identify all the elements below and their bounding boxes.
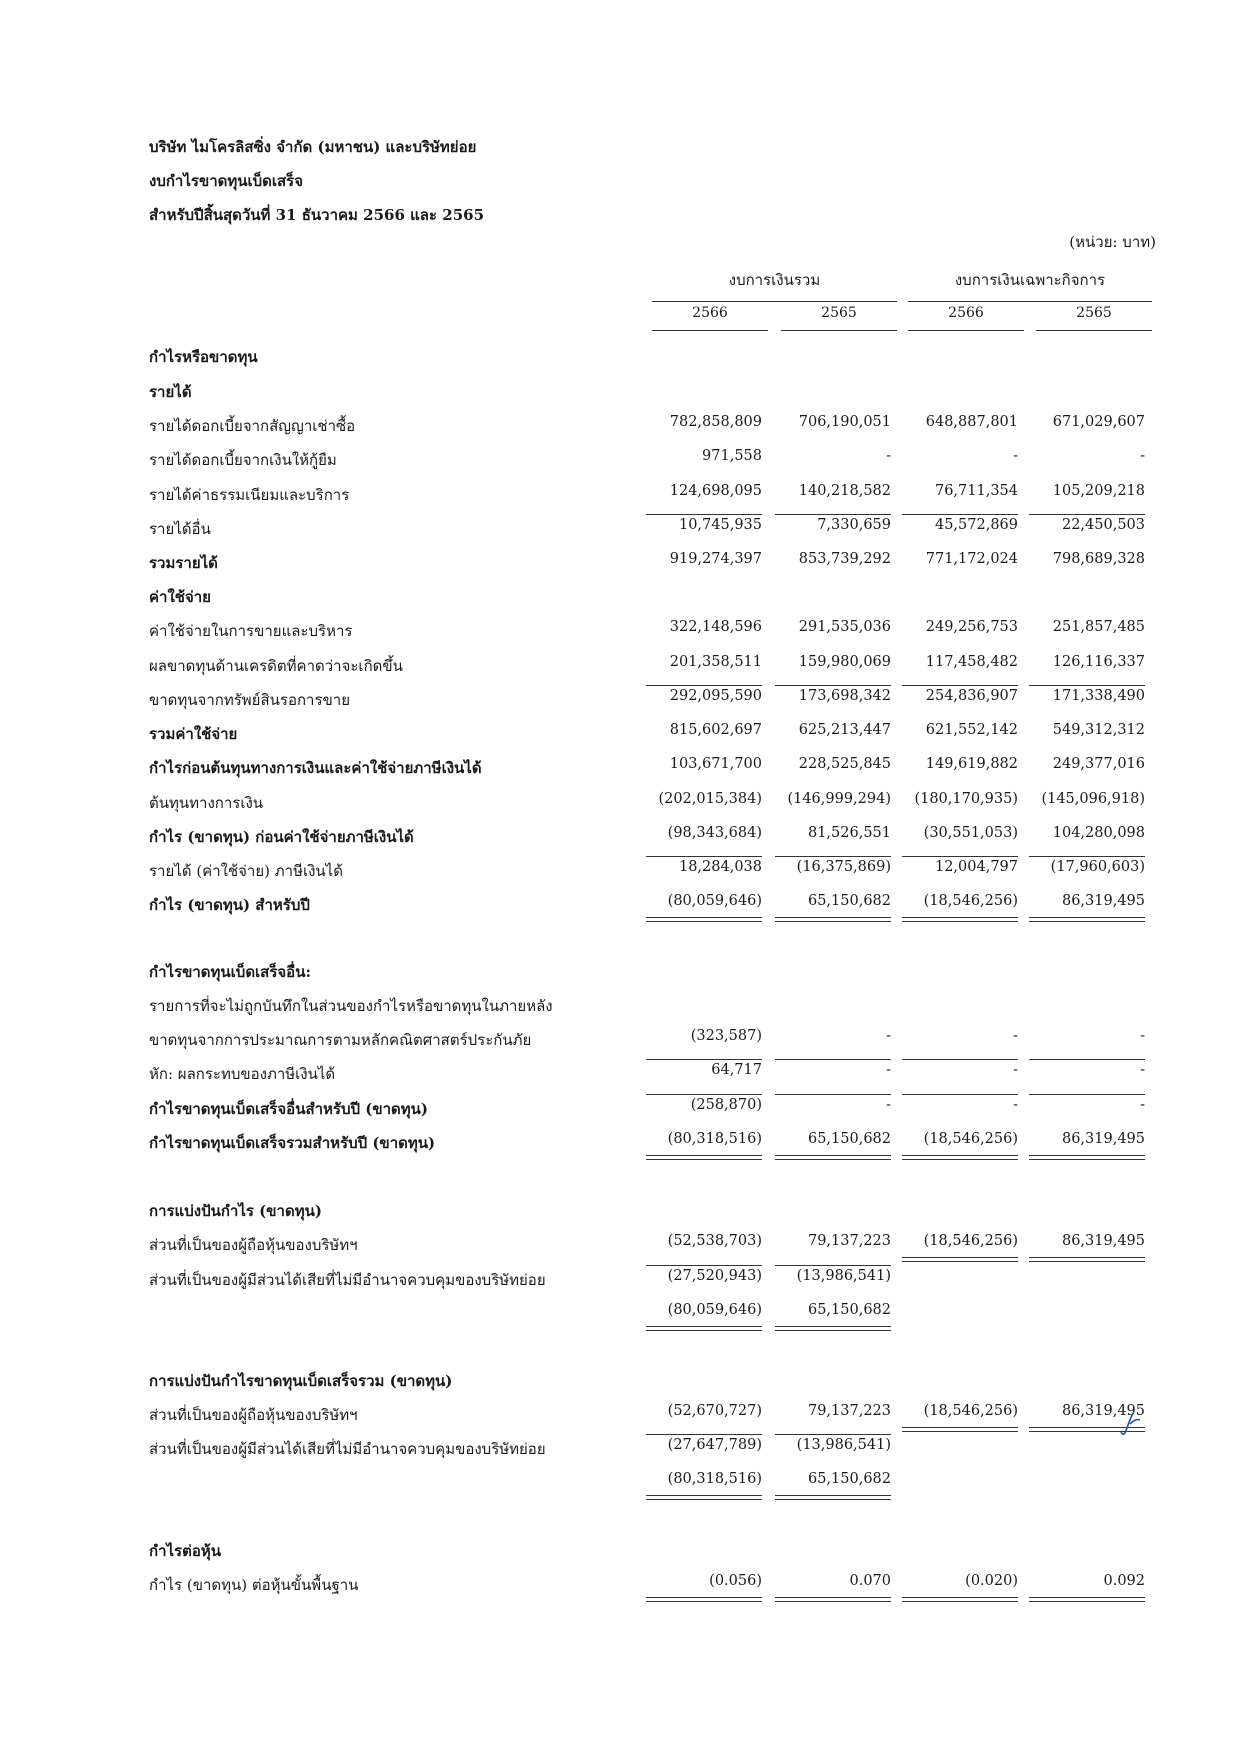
table-row	[0, 1057, 1241, 1087]
row-value: (30,551,053)	[923, 825, 1018, 841]
row-value: 79,137,223	[807, 1233, 891, 1249]
checkmark-icon	[1118, 1408, 1142, 1438]
row-value: (17,960,603)	[1050, 859, 1145, 875]
row-label: รวมค่าใช้จ่าย	[149, 725, 238, 743]
table-row	[0, 409, 1241, 439]
row-value: (0.020)	[965, 1573, 1018, 1589]
row-label: ค่าใช้จ่ายในการขายและบริหาร	[149, 622, 353, 640]
double-underline	[775, 1597, 891, 1602]
row-value: -	[1140, 1062, 1145, 1078]
row-value: 771,172,024	[925, 551, 1018, 567]
subtotal-rule	[1029, 514, 1145, 515]
double-underline	[902, 1597, 1018, 1602]
table-row	[0, 717, 1241, 747]
row-value: -	[1140, 448, 1145, 464]
consolidated-header	[652, 268, 897, 292]
row-value: 971,558	[702, 448, 762, 464]
row-value: (18,546,256)	[923, 893, 1018, 909]
double-underline	[1029, 1257, 1145, 1262]
row-label: รายได้	[149, 383, 192, 401]
row-value: 104,280,098	[1052, 825, 1145, 841]
subtotal-rule	[646, 514, 762, 515]
row-value: 621,552,142	[925, 722, 1018, 738]
row-value: (80,059,646)	[667, 1302, 762, 1318]
statement-title: งบกำไรขาดทุนเบ็ดเสร็จ	[149, 172, 304, 190]
row-value: (27,520,943)	[667, 1268, 762, 1284]
row-value: (13,986,541)	[796, 1268, 891, 1284]
subtotal-rule	[775, 1059, 891, 1060]
double-underline	[646, 1326, 762, 1331]
subtotal-rule	[902, 514, 1018, 515]
row-value: (98,343,684)	[667, 825, 762, 841]
row-value: 171,338,490	[1052, 688, 1145, 704]
row-value: (16,375,869)	[796, 859, 891, 875]
row-value: (18,546,256)	[923, 1403, 1018, 1419]
subtotal-rule	[902, 1094, 1018, 1095]
row-label: ส่วนที่เป็นของผู้ถือหุ้นของบริษัทฯ	[149, 1406, 358, 1424]
table-row	[0, 1092, 1241, 1122]
row-value: 853,739,292	[798, 551, 891, 567]
table-row	[0, 955, 1241, 985]
row-value: (0.056)	[709, 1573, 762, 1589]
row-value: 79,137,223	[807, 1403, 891, 1419]
subtotal-rule	[902, 685, 1018, 686]
table-row	[0, 1297, 1241, 1327]
row-value: 22,450,503	[1061, 517, 1145, 533]
row-value: 86,319,495	[1061, 893, 1145, 909]
row-label: รายได้ดอกเบี้ยจากสัญญาเช่าซื้อ	[149, 417, 356, 435]
row-value: 105,209,218	[1052, 483, 1145, 499]
double-underline	[646, 1597, 762, 1602]
double-underline	[646, 1155, 762, 1160]
double-underline	[902, 917, 1018, 922]
row-label: ต้นทุนทางการเงิน	[149, 794, 264, 812]
table-row	[0, 786, 1241, 816]
row-label: ส่วนที่เป็นของผู้มีส่วนได้เสียที่ไม่มีอำนาจควบคุมของบริษัทย่อย	[149, 1271, 546, 1289]
statement-period: สำหรับปีสิ้นสุดวันที่ 31 ธันวาคม 2566 และ 2565	[149, 206, 485, 224]
row-value: 81,526,551	[807, 825, 891, 841]
row-value: 798,689,328	[1052, 551, 1145, 567]
subtotal-rule	[775, 1265, 891, 1266]
row-value: (145,096,918)	[1041, 791, 1145, 807]
row-label: กำไรขาดทุนเบ็ดเสร็จอื่น:	[149, 963, 311, 981]
double-underline	[775, 917, 891, 922]
row-value: 86,319,495	[1061, 1403, 1145, 1419]
subtotal-rule	[775, 685, 891, 686]
row-value: 117,458,482	[925, 654, 1018, 670]
row-value: 706,190,051	[798, 414, 891, 430]
row-value: 648,887,801	[925, 414, 1018, 430]
row-value: 45,572,869	[934, 517, 1018, 533]
row-label: กำไร (ขาดทุน) ต่อหุ้นขั้นพื้นฐาน	[149, 1576, 359, 1594]
subtotal-rule	[902, 1059, 1018, 1060]
row-value: (80,059,646)	[667, 893, 762, 909]
row-value: 149,619,882	[925, 756, 1018, 772]
row-value: (18,546,256)	[923, 1131, 1018, 1147]
row-label: รายได้อื่น	[149, 520, 211, 538]
table-row	[0, 1126, 1241, 1156]
row-value: 65,150,682	[807, 1471, 891, 1487]
subtotal-rule	[775, 1094, 891, 1095]
row-value: (80,318,516)	[667, 1471, 762, 1487]
row-value: 249,377,016	[1052, 756, 1145, 772]
table-row	[0, 478, 1241, 508]
row-value: -	[1013, 1028, 1018, 1044]
row-label: กำไรหรือขาดทุน	[149, 348, 258, 366]
row-value: 76,711,354	[934, 483, 1018, 499]
table-row	[0, 649, 1241, 679]
table-row	[0, 614, 1241, 644]
year-header	[652, 305, 768, 321]
row-value: 228,525,845	[798, 756, 891, 772]
row-value: 65,150,682	[807, 1302, 891, 1318]
double-underline	[902, 1257, 1018, 1262]
row-label: รายได้ค่าธรรมเนียมและบริการ	[149, 486, 350, 504]
subtotal-rule	[1029, 685, 1145, 686]
row-value: 173,698,342	[798, 688, 891, 704]
subtotal-rule	[1029, 1059, 1145, 1060]
table-row	[0, 1364, 1241, 1394]
table-row	[0, 375, 1241, 405]
row-value: -	[1140, 1097, 1145, 1113]
subtotal-rule	[646, 685, 762, 686]
row-value: 159,980,069	[798, 654, 891, 670]
row-label: รายได้ดอกเบี้ยจากเงินให้กู้ยืม	[149, 451, 337, 469]
row-value: -	[1013, 1097, 1018, 1113]
separate-header-label: งบการเงินเฉพาะกิจการ	[954, 271, 1106, 289]
subtotal-rule	[775, 856, 891, 857]
row-label: กำไร (ขาดทุน) สำหรับปี	[149, 896, 310, 914]
subtotal-rule	[775, 1434, 891, 1435]
table-row	[0, 1534, 1241, 1564]
table-row	[0, 1023, 1241, 1053]
row-value: 322,148,596	[669, 619, 762, 635]
row-label: ผลขาดทุนด้านเครดิตที่คาดว่าจะเกิดขึ้น	[149, 657, 403, 675]
row-value: 86,319,495	[1061, 1233, 1145, 1249]
row-label: หัก: ผลกระทบของภาษีเงินได้	[149, 1065, 336, 1083]
row-label: ค่าใช้จ่าย	[149, 588, 211, 606]
year-label: 2565	[1076, 305, 1112, 321]
double-underline	[646, 917, 762, 922]
subtotal-rule	[646, 1059, 762, 1060]
table-row	[0, 1263, 1241, 1293]
row-value: 291,535,036	[798, 619, 891, 635]
row-label: กำไรต่อหุ้น	[149, 1542, 221, 1560]
row-value: -	[1013, 448, 1018, 464]
table-row	[0, 1568, 1241, 1598]
row-value: -	[886, 448, 891, 464]
row-value: 65,150,682	[807, 1131, 891, 1147]
row-value: (258,870)	[690, 1097, 762, 1113]
row-value: 18,284,038	[678, 859, 762, 875]
year-label: 2566	[948, 305, 984, 321]
year-label: 2565	[821, 305, 857, 321]
row-value: 12,004,797	[934, 859, 1018, 875]
double-underline	[1029, 1597, 1145, 1602]
table-row	[0, 989, 1241, 1019]
double-underline	[775, 1495, 891, 1500]
subtotal-rule	[646, 1265, 762, 1266]
row-value: 251,857,485	[1052, 619, 1145, 635]
double-underline	[646, 1495, 762, 1500]
row-value: 549,312,312	[1052, 722, 1145, 738]
row-value: -	[1140, 1028, 1145, 1044]
table-row	[0, 1398, 1241, 1428]
row-value: 65,150,682	[807, 893, 891, 909]
double-underline	[775, 1155, 891, 1160]
consolidated-header-label: งบการเงินรวม	[728, 271, 821, 289]
separate-header	[908, 268, 1152, 292]
row-value: -	[1013, 1062, 1018, 1078]
table-row	[0, 888, 1241, 918]
row-value: (80,318,516)	[667, 1131, 762, 1147]
row-label: รายได้ (ค่าใช้จ่าย) ภาษีเงินได้	[149, 862, 343, 880]
row-label: กำไรขาดทุนเบ็ดเสร็จอื่นสำหรับปี (ขาดทุน)	[149, 1100, 428, 1118]
subtotal-rule	[775, 514, 891, 515]
row-value: (146,999,294)	[787, 791, 891, 807]
double-underline	[775, 1326, 891, 1331]
row-value: -	[886, 1097, 891, 1113]
table-row	[0, 1194, 1241, 1224]
row-value: 140,218,582	[798, 483, 891, 499]
row-value: 919,274,397	[669, 551, 762, 567]
row-value: -	[886, 1062, 891, 1078]
row-value: 292,095,590	[669, 688, 762, 704]
table-row	[0, 546, 1241, 576]
row-value: 64,717	[711, 1062, 762, 1078]
row-label: การแบ่งปันกำไร (ขาดทุน)	[149, 1202, 322, 1220]
subtotal-rule	[646, 1434, 762, 1435]
year-header	[1036, 305, 1152, 321]
subtotal-rule	[646, 856, 762, 857]
row-label: ขาดทุนจากทรัพย์สินรอการขาย	[149, 691, 350, 709]
row-value: (27,647,789)	[667, 1437, 762, 1453]
row-label: ส่วนที่เป็นของผู้มีส่วนได้เสียที่ไม่มีอำนาจควบคุมของบริษัทย่อย	[149, 1440, 546, 1458]
table-row	[0, 443, 1241, 473]
year-header	[781, 305, 897, 321]
row-label: รายการที่จะไม่ถูกบันทึกในส่วนของกำไรหรือขาดทุนในภายหลัง	[149, 997, 553, 1015]
table-row	[0, 1228, 1241, 1258]
row-value: 201,358,511	[669, 654, 762, 670]
row-value: 0.070	[849, 1573, 891, 1589]
row-value: 249,256,753	[925, 619, 1018, 635]
row-value: (18,546,256)	[923, 1233, 1018, 1249]
double-underline	[902, 1427, 1018, 1432]
row-value: (202,015,384)	[658, 791, 762, 807]
row-label: ขาดทุนจากการประมาณการตามหลักคณิตศาสตร์ประกันภัย	[149, 1031, 532, 1049]
row-value: 671,029,607	[1052, 414, 1145, 430]
row-label: ส่วนที่เป็นของผู้ถือหุ้นของบริษัทฯ	[149, 1236, 358, 1254]
double-underline	[902, 1155, 1018, 1160]
table-row	[0, 512, 1241, 542]
row-label: กำไร (ขาดทุน) ก่อนค่าใช้จ่ายภาษีเงินได้	[149, 828, 414, 846]
table-row	[0, 340, 1241, 370]
row-value: (52,670,727)	[667, 1403, 762, 1419]
table-row	[0, 751, 1241, 781]
row-value: 126,116,337	[1052, 654, 1145, 670]
subtotal-rule	[1029, 856, 1145, 857]
year-label: 2566	[692, 305, 728, 321]
year-header	[908, 305, 1024, 321]
row-value: 0.092	[1103, 1573, 1145, 1589]
row-label: รวมรายได้	[149, 554, 218, 572]
row-value: 124,698,095	[669, 483, 762, 499]
row-value: -	[886, 1028, 891, 1044]
row-value: 103,671,700	[669, 756, 762, 772]
row-value: 625,213,447	[798, 722, 891, 738]
table-row	[0, 580, 1241, 610]
double-underline	[1029, 1155, 1145, 1160]
row-value: (323,587)	[690, 1028, 762, 1044]
unit-label: (หน่วย: บาท)	[1069, 233, 1156, 251]
row-label: กำไรขาดทุนเบ็ดเสร็จรวมสำหรับปี (ขาดทุน)	[149, 1134, 436, 1152]
row-value: 10,745,935	[678, 517, 762, 533]
table-row	[0, 820, 1241, 850]
table-row	[0, 1466, 1241, 1496]
table-row	[0, 683, 1241, 713]
subtotal-rule	[646, 1094, 762, 1095]
row-value: (180,170,935)	[914, 791, 1018, 807]
row-label: กำไรก่อนต้นทุนทางการเงินและค่าใช้จ่ายภาษีเงินได้	[149, 759, 482, 777]
row-value: 815,602,697	[669, 722, 762, 738]
row-label: การแบ่งปันกำไรขาดทุนเบ็ดเสร็จรวม (ขาดทุน)	[149, 1372, 453, 1390]
double-underline	[1029, 917, 1145, 922]
table-row	[0, 854, 1241, 884]
row-value: (52,538,703)	[667, 1233, 762, 1249]
row-value: 7,330,659	[817, 517, 891, 533]
table-row	[0, 1432, 1241, 1462]
subtotal-rule	[902, 856, 1018, 857]
row-value: 86,319,495	[1061, 1131, 1145, 1147]
company-name: บริษัท ไมโครลิสซิ่ง จำกัด (มหาชน) และบริษัทย่อย	[149, 138, 477, 156]
row-value: 782,858,809	[669, 414, 762, 430]
row-value: (13,986,541)	[796, 1437, 891, 1453]
row-value: 254,836,907	[925, 688, 1018, 704]
subtotal-rule	[1029, 1094, 1145, 1095]
